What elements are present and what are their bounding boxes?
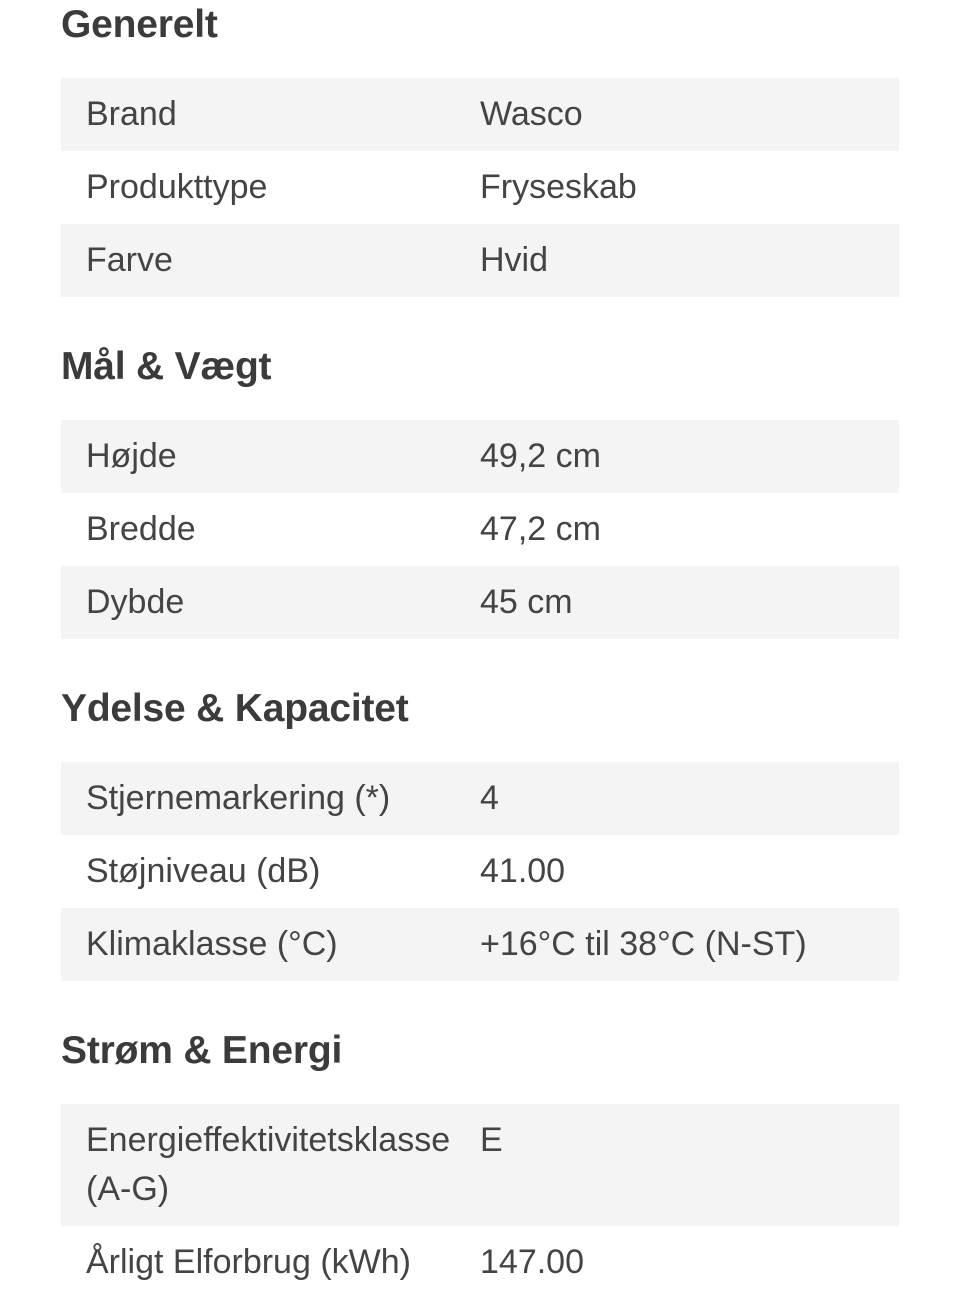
spec-value: 47,2 cm: [480, 510, 601, 548]
spec-label: Årligt Elforbrug (kWh): [86, 1243, 411, 1281]
spec-label: Produkttype: [86, 168, 268, 206]
spec-value: +16°C til 38°C (N-ST): [480, 925, 807, 963]
spec-value: 49,2 cm: [480, 437, 601, 475]
spec-row: [61, 1226, 899, 1299]
spec-table-generelt: [61, 78, 899, 297]
spec-value: 45 cm: [480, 583, 573, 621]
spec-table-ydelse-kapacitet: [61, 762, 899, 981]
section-title-generelt: Generelt: [61, 3, 218, 46]
spec-table-maal-vaegt: [61, 420, 899, 639]
spec-label-line: (A-G): [86, 1170, 170, 1208]
spec-row: [61, 762, 899, 835]
spec-table-strom-energi: [61, 1104, 899, 1299]
spec-label: Farve: [86, 241, 173, 279]
spec-label: Klimaklasse (°C): [86, 925, 338, 963]
spec-value: E: [480, 1121, 503, 1159]
spec-row: [61, 78, 899, 151]
section-title-ydelse-kapacitet: Ydelse & Kapacitet: [61, 687, 409, 730]
spec-value: 147.00: [480, 1243, 584, 1281]
spec-row: [61, 835, 899, 908]
spec-label: Dybde: [86, 583, 185, 621]
spec-row: [61, 151, 899, 224]
spec-row: [61, 224, 899, 297]
spec-label: Støjniveau (dB): [86, 852, 321, 890]
spec-row: [61, 1104, 899, 1226]
section-title-maal-vaegt: Mål & Vægt: [61, 345, 272, 388]
spec-label: Stjernemarkering (*): [86, 779, 391, 817]
spec-row: [61, 566, 899, 639]
section-title-strom-energi: Strøm & Energi: [61, 1029, 343, 1072]
spec-value: Wasco: [480, 95, 583, 133]
spec-label: Brand: [86, 95, 177, 133]
spec-row: [61, 420, 899, 493]
spec-value: Fryseskab: [480, 168, 637, 206]
spec-row: [61, 908, 899, 981]
spec-label: Bredde: [86, 510, 196, 548]
spec-value: Hvid: [480, 241, 549, 279]
spec-value: 41.00: [480, 852, 566, 890]
spec-row: [61, 493, 899, 566]
spec-label: [61, 1104, 480, 1226]
spec-label-line: Energieffektivitetsklasse: [86, 1121, 451, 1159]
spec-label: Højde: [86, 437, 177, 475]
spec-value: 4: [480, 779, 499, 817]
